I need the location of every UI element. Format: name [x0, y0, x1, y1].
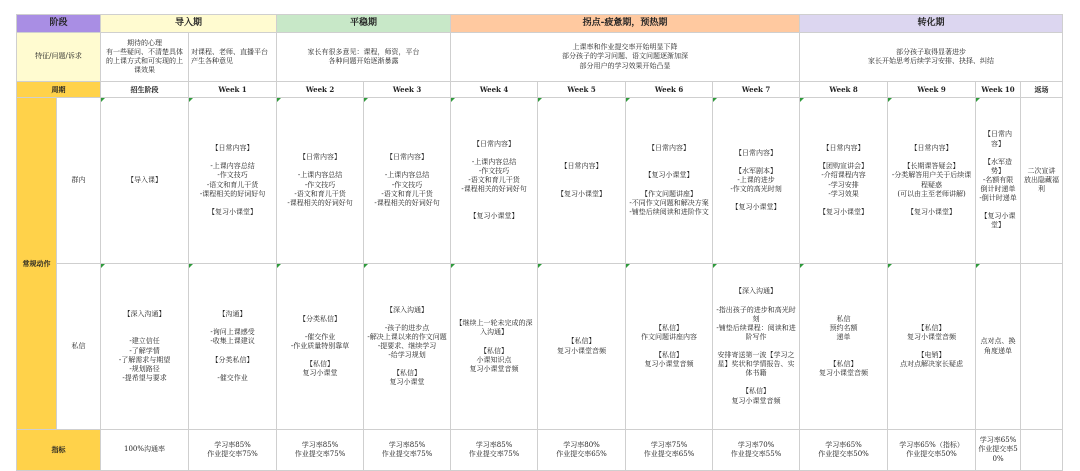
week-8: Week 8	[800, 82, 888, 98]
stage-row	[17, 15, 1063, 33]
private-week-5: 【私信】 复习小课堂音频	[538, 264, 626, 430]
private-week-2: 【分类私信】 -催交作业 -作业质量特别靠草 【私信】 复习小课堂	[277, 264, 364, 430]
week-4: Week 4	[451, 82, 538, 98]
features-inflection: 上课率和作业提交率开始明显下降 部分孩子的学习问题、语文问题逐渐加深 部分用户的学习效果开始凸显	[451, 33, 800, 82]
group-week-8: 【日常内容】 【团购宣讲会】 -介绍课程内容 -学习安排 -学习效果 【复习小课堂】	[800, 98, 888, 264]
metric-week-7: 学习率70% 作业提交率55%	[713, 430, 800, 471]
stage-inflection: 拐点-疲惫期，预热期	[451, 15, 800, 33]
group-week-5: 【日常内容】 【复习小课堂】	[538, 98, 626, 264]
group-week-9: 【日常内容】 【长期课答疑会】 -分类解答用户关于后续课程疑惑 (可以由主至老师讲解) 【复习小课堂】	[888, 98, 976, 264]
stage-stable: 平稳期	[277, 15, 451, 33]
week-7: Week 7	[713, 82, 800, 98]
plan-table-container	[16, 14, 1062, 471]
group-week-4: 【日常内容】 -上课内容总结 -作文技巧 -语文和育儿干货 -课程相关的好词好句 【复习小课堂】	[451, 98, 538, 264]
metric-week-9: 学习率65%（指标） 作业提交率50%	[888, 430, 976, 471]
features-conversion: 部分孩子取得显著进步 家长开始思考后续学习安排、抉择、纠结	[800, 33, 1063, 82]
private-row	[17, 264, 1063, 430]
actions-header-cell: 常规动作	[17, 98, 57, 430]
metric-week-3: 学习率85% 作业提交率75%	[364, 430, 451, 471]
group-week-7: 【日常内容】 【水军剧本】 -上课的进步 -作文的高光时刻 【复习小课堂】	[713, 98, 800, 264]
private-week-1: 【沟通】 -询问上课感受 -收集上课建议 【分类私信】 -催交作业	[189, 264, 277, 430]
week-5: Week 5	[538, 82, 626, 98]
features-header-cell: 特征/问题/诉求	[17, 33, 101, 82]
private-week-3: 【深入沟通】 -孩子的进步点 -解决上课以来的作文问题 -提要求、继续学习 -给学习规划 【私信】 复习小课堂	[364, 264, 451, 430]
group-week-1: 【日常内容】 -上课内容总结 -作文技巧 -语文和育儿干货 -课程相关的好词好句 【复习小课堂】	[189, 98, 277, 264]
private-week-10: 点对点、换角度递单	[976, 264, 1021, 430]
group-return: 二次宣讲 放出隐藏福利	[1021, 98, 1063, 264]
private-setup: 【深入沟通】 -建立信任 -了解学情 -了解需求与期望 -规划路径 -提希望与要求	[101, 264, 189, 430]
private-week-4: 【继续上一轮未完成的深入沟通】 【私信】 小课知识点 复习小课堂音频	[451, 264, 538, 430]
week-9: Week 9	[888, 82, 976, 98]
period-header-cell: 周期	[17, 82, 101, 98]
week-10: Week 10	[976, 82, 1021, 98]
metric-week-1: 学习率85% 作业提交率75%	[189, 430, 277, 471]
metric-week-8: 学习率65% 作业提交率50%	[800, 430, 888, 471]
metric-week-6: 学习率75% 作业提交率65%	[626, 430, 713, 471]
group-label: 群内	[57, 98, 101, 264]
stage-header-cell: 阶段	[17, 15, 101, 33]
metrics-header-cell: 指标	[17, 430, 101, 471]
features-intro-a: 期待的心理 有一些疑问、不清楚具体的上课方式和可实现的上课效果	[101, 33, 189, 82]
metric-week-10: 学习率65% 作业提交率50%	[976, 430, 1021, 471]
group-week-2: 【日常内容】 -上课内容总结 -作文技巧 -语文和育儿干货 -课程相关的好词好句	[277, 98, 364, 264]
metric-week-5: 学习率80% 作业提交率65%	[538, 430, 626, 471]
features-row	[17, 33, 1063, 82]
stage-intro: 导入期	[101, 15, 277, 33]
week-setup: 招生阶段	[101, 82, 189, 98]
private-week-7: 【深入沟通】 -指出孩子的进步和高光时刻 -铺垫后续课程：阅读和进阶写作 安排寄送第一波【学习之星】奖状和学情报告、实体书籍 【私信】 复习小课堂音频	[713, 264, 800, 430]
metrics-row	[17, 430, 1063, 471]
week-3: Week 3	[364, 82, 451, 98]
features-intro-b: 对课程、老师、直播平台产生各种意见	[189, 33, 277, 82]
operation-plan-table	[16, 14, 1063, 471]
week-1: Week 1	[189, 82, 277, 98]
week-return: 返场	[1021, 82, 1063, 98]
week-row	[17, 82, 1063, 98]
group-week-6: 【日常内容】 【复习小课堂】 【作文问题讲座】 -不同作文问题和解决方案 -铺垫后续阅读和进阶作文	[626, 98, 713, 264]
private-week-8: 私信 预约名额 递单 【私信】 复习小课堂音频	[800, 264, 888, 430]
metric-week-2: 学习率85% 作业提交率75%	[277, 430, 364, 471]
private-week-6: 【私信】 作文问题讲座内容 【私信】 复习小课堂音频	[626, 264, 713, 430]
group-week-3: 【日常内容】 -上课内容总结 -作文技巧 -语文和育儿干货 -课程相关的好词好句	[364, 98, 451, 264]
private-label: 私信	[57, 264, 101, 430]
group-row	[17, 98, 1063, 264]
week-2: Week 2	[277, 82, 364, 98]
metric-setup: 100%沟通率	[101, 430, 189, 471]
private-return	[1021, 264, 1063, 430]
week-6: Week 6	[626, 82, 713, 98]
metric-return	[1021, 430, 1063, 471]
group-setup: 【导入课】	[101, 98, 189, 264]
stage-conversion: 转化期	[800, 15, 1063, 33]
features-stable: 家长有很多意见：课程，师资，平台 各种问题开始逐渐暴露	[277, 33, 451, 82]
group-week-10: 【日常内容】 【水军造势】 -名额有限 倒计时递单 -倒计时递单 【复习小课堂】	[976, 98, 1021, 264]
metric-week-4: 学习率85% 作业提交率75%	[451, 430, 538, 471]
private-week-9: 【私信】 复习小课堂音频 【电销】 点对点解决家长疑虑	[888, 264, 976, 430]
